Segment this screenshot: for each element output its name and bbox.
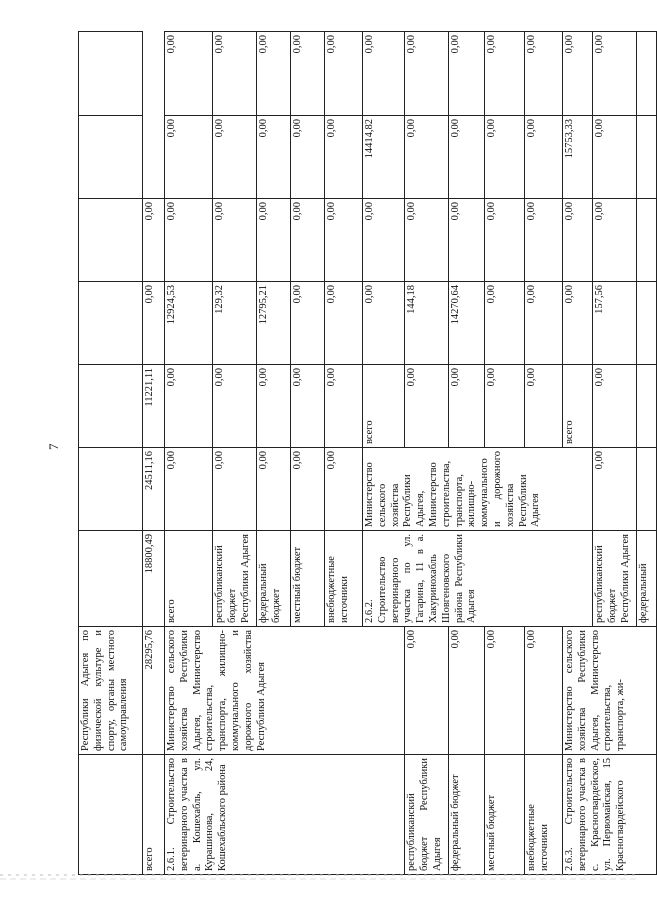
- amount-cell: 28295,76: [143, 627, 165, 755]
- amount-cell: 0,00: [363, 32, 405, 116]
- amount-cell: 0,00: [213, 448, 257, 531]
- amount-cell: 0,00: [291, 199, 325, 282]
- executor-cell: Министерство сельского хозяйства Республики Адыгея, Министерство строительства, транспорта, жилищно-коммунального и дорожного хозяйства Республики Адыгея: [165, 627, 405, 755]
- amount-cell: 18800,49: [143, 531, 165, 627]
- amount-cell: 0,00: [165, 199, 213, 282]
- amount-cell: 0,00: [291, 365, 325, 448]
- amount-cell: [79, 199, 143, 282]
- amount-cell: 0,00: [213, 365, 257, 448]
- amount-cell: 0,00: [325, 116, 363, 199]
- amount-cell: 0,00: [213, 199, 257, 282]
- amount-cell: 0,00: [593, 448, 637, 531]
- item-name-cell: [79, 755, 143, 875]
- amount-cell: 0,00: [485, 116, 525, 199]
- amount-cell: 14414,82: [363, 116, 405, 199]
- amount-cell: [79, 116, 143, 199]
- amount-cell: 0,00: [563, 32, 593, 116]
- amount-cell: 24511,16: [143, 448, 165, 531]
- executor-cell: Министерство сельского хозяйства Республики Адыгея, Министерство строительства, транспорта, жилищно-коммунального и дорожного хозяйства Республики Адыгея: [363, 448, 593, 531]
- amount-cell: [637, 199, 657, 282]
- amount-cell: 129,32: [213, 282, 257, 365]
- amount-cell: 0,00: [525, 282, 563, 365]
- item-name-cell: 2.6.2. Строительство ветеринарного участка по ул. Гагарина, 11 в а. Хакуринохабль Шовгеновского района Республики Адыгея: [363, 531, 593, 627]
- amount-cell: 0,00: [449, 116, 485, 199]
- table-row: [165, 32, 213, 875]
- amount-cell: 0,00: [165, 365, 213, 448]
- funding-source-cell: всего: [363, 365, 405, 448]
- amount-cell: 15753,33: [563, 116, 593, 199]
- amount-cell: 0,00: [449, 627, 485, 755]
- amount-cell: 0,00: [593, 365, 637, 448]
- funding-source-cell: федеральный бюджет: [257, 531, 291, 627]
- amount-cell: 0,00: [525, 32, 563, 116]
- amount-cell: 0,00: [213, 32, 257, 116]
- amount-cell: 157,56: [593, 282, 637, 365]
- table-body: [79, 32, 657, 875]
- funding-source-cell: местный бюджет: [485, 755, 525, 875]
- amount-cell: 0,00: [593, 32, 637, 116]
- page-number: 7: [46, 443, 61, 450]
- amount-cell: 14270,64: [449, 282, 485, 365]
- amount-cell: 0,00: [525, 116, 563, 199]
- amount-cell: 0,00: [291, 32, 325, 116]
- amount-cell: 0,00: [363, 199, 405, 282]
- funding-source-cell: федеральный бюджет: [449, 755, 485, 875]
- funding-source-cell: республиканский бюджет Республики Адыгея: [593, 531, 637, 627]
- funding-source-cell: республиканский бюджет Республики Адыгея: [405, 755, 449, 875]
- amount-cell: 0,00: [449, 199, 485, 282]
- amount-cell: 0,00: [165, 32, 213, 116]
- amount-cell: [637, 282, 657, 365]
- item-name-cell: 2.6.3. Строительство ветеринарного участка в с. Красногвардейское, ул. Первомайская, 15 Красногвардейского: [563, 755, 657, 875]
- executor-cell: Министерство сельского хозяйства Республики Адыгея, Министерство строительства, транспорта, жи-: [563, 627, 657, 755]
- amount-cell: 0,00: [405, 365, 449, 448]
- amount-cell: 0,00: [325, 32, 363, 116]
- amount-cell: 0,00: [325, 282, 363, 365]
- table-row: [143, 32, 165, 875]
- amount-cell: 0,00: [165, 448, 213, 531]
- amount-cell: 0,00: [525, 199, 563, 282]
- executor-cell: Республики Адыгея по физической культуре и спорту, органы местного самоуправления: [79, 627, 143, 755]
- amount-cell: 0,00: [405, 116, 449, 199]
- amount-cell: 0,00: [405, 627, 449, 755]
- funding-source-cell: [79, 531, 143, 627]
- amount-cell: 0,00: [363, 282, 405, 365]
- amount-cell: 0,00: [291, 282, 325, 365]
- amount-cell: 0,00: [257, 199, 291, 282]
- amount-cell: 0,00: [593, 116, 637, 199]
- amount-cell: [79, 282, 143, 365]
- amount-cell: 0,00: [165, 116, 213, 199]
- amount-cell: 0,00: [291, 448, 325, 531]
- amount-cell: 0,00: [257, 365, 291, 448]
- amount-cell: [637, 116, 657, 199]
- amount-cell: 0,00: [257, 448, 291, 531]
- amount-cell: 0,00: [449, 365, 485, 448]
- item-name-cell: 2.6.1. Строительство ветеринарного участка в а. Кошехабль, ул. Курашинова, 24, Кошехабльского района: [165, 755, 405, 875]
- amount-cell: 0,00: [405, 32, 449, 116]
- table-row: [79, 32, 143, 875]
- amount-cell: 0,00: [485, 282, 525, 365]
- amount-cell: 0,00: [325, 448, 363, 531]
- amount-cell: 0,00: [525, 627, 563, 755]
- amount-cell: [637, 448, 657, 531]
- amount-cell: 12924,53: [165, 282, 213, 365]
- funding-source-cell: всего: [563, 365, 593, 448]
- amount-cell: 0,00: [485, 627, 525, 755]
- amount-cell: 12795,21: [257, 282, 291, 365]
- amount-cell: 0,00: [257, 116, 291, 199]
- funding-source-cell: федеральный: [637, 531, 657, 627]
- amount-cell: 0,00: [257, 32, 291, 116]
- amount-cell: 0,00: [325, 199, 363, 282]
- amount-cell: 0,00: [563, 199, 593, 282]
- amount-cell: 0,00: [325, 365, 363, 448]
- amount-cell: [79, 32, 143, 116]
- amount-cell: 0,00: [143, 282, 165, 365]
- amount-cell: 0,00: [405, 199, 449, 282]
- amount-cell: 0,00: [291, 116, 325, 199]
- amount-cell: 0,00: [525, 365, 563, 448]
- funding-source-cell: всего: [165, 531, 213, 627]
- amount-cell: 0,00: [593, 199, 637, 282]
- amount-cell: 11221,11: [143, 365, 165, 448]
- amount-cell: 0,00: [449, 32, 485, 116]
- budget-table: [78, 31, 657, 875]
- amount-cell: 0,00: [213, 116, 257, 199]
- amount-cell: 144,18: [405, 282, 449, 365]
- funding-source-cell: внебюджетные источники: [525, 755, 563, 875]
- amount-cell: 0,00: [485, 199, 525, 282]
- funding-source-cell: местный бюджет: [291, 531, 325, 627]
- amount-cell: 0,00: [563, 282, 593, 365]
- amount-cell: [79, 365, 143, 448]
- amount-cell: 0,00: [143, 199, 165, 282]
- funding-source-cell: внебюджетные источники: [325, 531, 363, 627]
- amount-cell: [637, 365, 657, 448]
- amount-cell: [637, 32, 657, 116]
- amount-cell: [79, 448, 143, 531]
- amount-cell: 0,00: [485, 32, 525, 116]
- budget-table-page: [78, 32, 649, 875]
- amount-cell: 0,00: [485, 365, 525, 448]
- funding-source-cell: всего: [143, 755, 165, 875]
- funding-source-cell: республиканский бюджет Республики Адыгея: [213, 531, 257, 627]
